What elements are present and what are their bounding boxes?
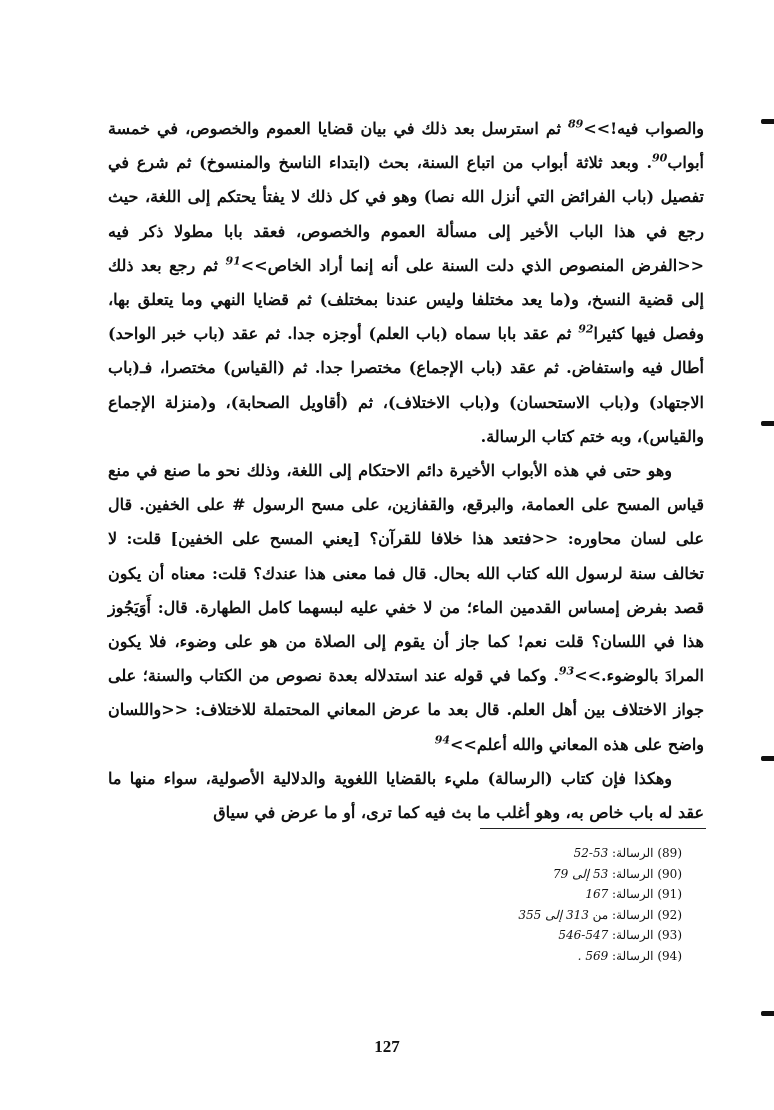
footnote-item: [382, 925, 682, 946]
paragraph: [108, 454, 704, 762]
footnote-pages: 547-546: [558, 928, 609, 942]
footnote-source: الرسالة:: [612, 928, 654, 942]
page-edge-mark: [761, 119, 774, 124]
footnote-source: الرسالة:: [612, 846, 654, 860]
footnote-source: الرسالة: من: [592, 907, 654, 922]
footnote-reference: 91: [225, 254, 241, 268]
paragraph-text: والصواب فيه!>>: [583, 119, 704, 138]
paragraph-text: . وبعد ثلاثة أبواب من اتباع السنة، بحث (ابتداء الناسخ والمنسوخ) ثم شرع في تفصيل (باب الفرائض التي أنزل الله نصا) وهو في كل ذلك لا يفتأ يحتكم إلى اللغة، حيث رجع في هذا الباب الأخير إلى مسألة العموم والخصوص، فعقد بابا مطولا ذكر فيه <<الفرض المنصوص الذي دلت السنة على أنه إنما أراد الخاص>>: [108, 153, 705, 275]
paragraph: [108, 762, 704, 830]
footnote-reference: 92: [578, 322, 594, 336]
footnote-pages: 167: [585, 887, 609, 901]
footnote-reference: 94: [434, 733, 451, 747]
paragraph-text: وهكذا فإن كتاب (الرسالة) مليء بالقضايا اللغوية والدلالية الأصولية، سواء منها ما عقد له باب خاص به، وهو أغلب ما بث فيه كما ترى، أو ما عرض في سياق: [108, 768, 704, 823]
paragraph: [108, 112, 704, 454]
page-edge-mark: [761, 1011, 774, 1016]
footnote-pages: 53 إلى 79: [553, 866, 609, 881]
footnote-number: (93): [657, 928, 682, 942]
paragraph-text: . وكما في قوله عند استدلاله بعدة نصوص من الكتاب والسنة؛ على جواز الاختلاف بين أهل العلم. قال بعد ما عرض المعاني المحتملة للاختلاف: <<واللسان واضح على هذه المعاني والله أعلم>>: [108, 666, 704, 754]
body-text: [108, 112, 704, 830]
footnote-source: الرسالة:: [612, 948, 654, 963]
footnote-source: الرسالة:: [612, 866, 654, 881]
footnote-number: (90): [657, 866, 682, 881]
footnote-reference: 93: [558, 664, 575, 678]
footnote-pages: 53-52: [573, 846, 609, 860]
footnote-item: [382, 884, 682, 905]
footnote-item: [382, 905, 682, 926]
footnote-separator: [480, 828, 706, 829]
footnote-pages: 313 إلى 355: [518, 907, 589, 922]
paragraph-text: ثم عقد بابا سماه (باب العلم) أوجزه جدا. ثم عقد (باب خبر الواحد) أطال فيه واستفاض. ثم عقد (باب الإجماع) مختصرا جدا. ثم (القياس) مختصرا، فـ(باب الاجتهاد) و(باب الاستحسان) و(باب الاختلاف)، ثم (أقاويل الصحابة)، و(منزلة الإجماع والقياس)، وبه ختم كتاب الرسالة.: [108, 324, 704, 446]
footnotes: [382, 843, 682, 966]
footnote-number: (89): [657, 846, 682, 860]
paragraph-text: وهو حتى في هذه الأبواب الأخيرة دائم الاحتكام إلى اللغة، وذلك نحو ما صنع في منع قياس المسح على العمامة، والبرقع، والقفازين، على مسح الرسول # على الخفين. قال على لسان محاوره: <<فتعد هذا خلافا للقرآن؟ [يعني المسح على الخفين] قلت: لا تخالف سنة لرسول الله كتاب الله بحال. قال فما معنى هذا عندك؟ قلت: معناه أن يكون قصد بفرض إمساس القدمين الماء؛ من لا خفي عليه لبسهما كامل الطهارة. قال: أَوَيَجُوز هذا في اللسان؟ قلت نعم! كما جاز أن يقوم إلى الصلاة من هو على وضوء، فلا يكون المرادَ بالوضوء.>>: [108, 461, 705, 686]
paragraph-text: ثم استرسل بعد ذلك في بيان قضايا العموم والخصوص، في خمسة أبواب: [108, 119, 704, 173]
footnote-item: [382, 946, 682, 967]
footnote-pages: 569 .: [577, 948, 609, 963]
footnote-reference: 89: [568, 117, 584, 131]
footnote-source: الرسالة:: [612, 887, 654, 901]
footnote-number: (92): [657, 907, 682, 922]
footnote-item: [382, 864, 682, 885]
page-number: 127: [374, 1037, 400, 1056]
page-edge-mark: [761, 421, 774, 426]
footnote-number: (91): [657, 887, 682, 901]
paragraph-text: ثم رجع بعد ذلك إلى قضية النسخ، و(ما يعد مختلفا وليس عندنا بمختلف) ثم قضايا النهي وما يتعلق بها، وفصل فيها كثيرا: [108, 255, 704, 344]
footnote-reference: 90: [652, 151, 668, 165]
page-edge-mark: [761, 756, 774, 761]
footnote-item: [382, 843, 682, 864]
footnote-number: (94): [657, 948, 682, 963]
